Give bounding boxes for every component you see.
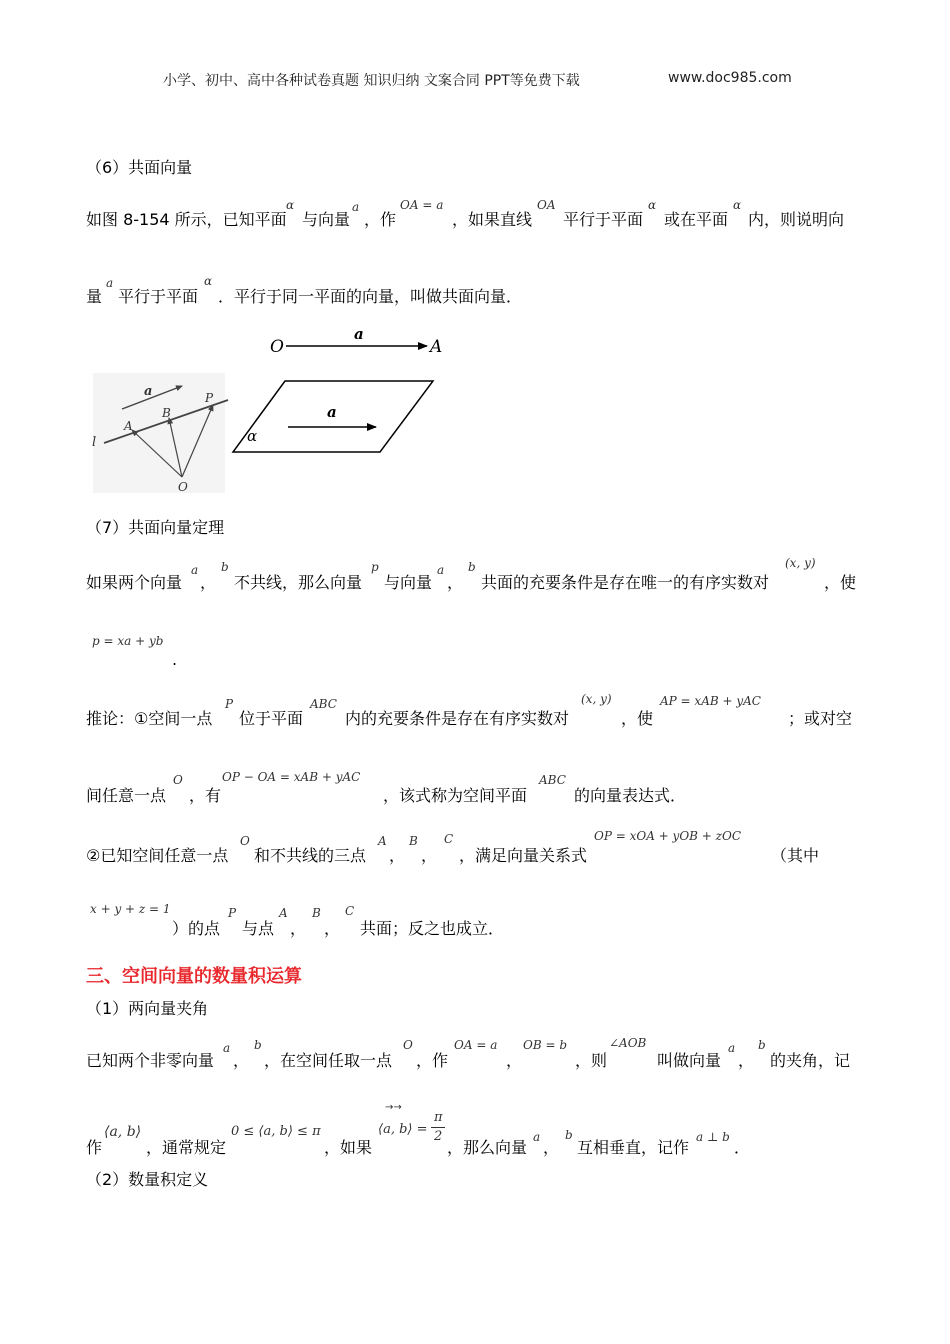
label-point-a: A (430, 337, 443, 357)
s7-line2-period: . (172, 650, 178, 669)
s6-line2-text-b: 平行于平面 (118, 287, 199, 306)
s6-line1-text-e: 平行于平面 (563, 210, 644, 229)
angle-line2-text-a: 作 (86, 1138, 103, 1157)
corollary2-text-c: ，满足向量关系式 (459, 846, 588, 865)
math-point-a: A (378, 834, 387, 848)
math-point-c: C (444, 832, 454, 846)
s6-line1-text-f: 或在平面 (664, 210, 729, 229)
math-angle-ab: ⟨a, b⟩ (104, 1124, 142, 1140)
angle-line1-comma: ， (738, 1051, 755, 1070)
section-7-title: （7）共面向量定理 (86, 518, 225, 537)
math-plane-abc: ABC (539, 773, 566, 787)
subsection-1-title: （1）两向量夹角 (86, 999, 209, 1018)
math-vector-a: a (728, 1041, 736, 1055)
math-point-c: C (345, 904, 355, 918)
math-pi: π (434, 1110, 443, 1125)
math-xy-pair: (x, y) (581, 692, 612, 706)
math-alpha: α (286, 198, 295, 212)
angle-line2-text-e: 互相垂直，记作 (577, 1138, 690, 1157)
math-perp-condition: ⟨a, b⟩ = (378, 1122, 428, 1137)
header-left-text: 小学、初中、高中各种试卷真题 知识归纳 文案合同 PPT等免费下载 (163, 73, 580, 89)
corollary1b-text-c: ，该式称为空间平面 (383, 786, 528, 805)
math-vector-a: a (191, 563, 199, 577)
label-A-small: A (124, 419, 133, 433)
s6-line1-text-g: 内，则说明向 (748, 210, 845, 229)
math-op-eq: OP = xOA + yOB + zOC (594, 829, 742, 843)
section-3-heading: 三、空间向量的数量积运算 (86, 966, 302, 987)
angle-line1-comma: ， (233, 1051, 250, 1070)
label-a-small: a (144, 384, 153, 399)
math-plane-abc: ABC (310, 697, 337, 711)
s7-line1-text-c: 与向量 (384, 573, 433, 592)
math-point-o: O (240, 834, 250, 848)
header-site-link[interactable]: www.doc985.com (668, 70, 792, 86)
corollary1-text-e: ；或对空 (788, 709, 853, 728)
corollary2b-text-b: 与点 (242, 919, 275, 938)
corollary2-comma: ， (389, 846, 406, 865)
corollary2b-text-c: 共面；反之也成立． (360, 919, 505, 938)
math-point-a: A (279, 906, 288, 920)
label-a-plane: a (327, 403, 337, 421)
label-P-small: P (205, 391, 214, 405)
corollary2b-text-a: ）的点 (172, 919, 221, 938)
math-vector-b: b (758, 1038, 766, 1052)
math-two: 2 (434, 1129, 443, 1144)
corollary1b-text-d: 的向量表达式． (574, 786, 687, 805)
math-point-p: P (225, 697, 234, 711)
angle-line1-text-e: 叫做向量 (657, 1051, 722, 1070)
math-vector-a: a (533, 1130, 541, 1144)
math-xy-pair: (x, y) (785, 556, 816, 570)
label-O-small: O (178, 480, 188, 494)
corollary2-comma: ， (421, 846, 438, 865)
angle-line2-text-b: ，通常规定 (146, 1138, 227, 1157)
s6-line2-text-a: 量 (86, 287, 103, 306)
math-vector-a: a (106, 276, 114, 290)
math-ob-eq-b: OB = b (523, 1038, 568, 1052)
math-point-p: P (228, 906, 237, 920)
corollary2-text-d: （其中 (771, 846, 820, 865)
section-6-title: （6）共面向量 (86, 158, 193, 177)
s7-line1-text-b: 不共线，那么向量 (234, 573, 363, 592)
math-alpha: α (648, 198, 657, 212)
corollary2b-comma: ， (290, 919, 307, 938)
math-vector-b: b (221, 560, 229, 574)
math-oa-eq-a: OA = a (400, 198, 444, 212)
s7-line1-comma: ， (200, 573, 217, 592)
corollary2b-comma: ， (324, 919, 341, 938)
math-vector-a: a (352, 200, 360, 214)
math-oa-eq-a: OA = a (454, 1038, 498, 1052)
angle-line2-period: ． (734, 1138, 751, 1157)
corollary1b-text-b: ，有 (189, 786, 222, 805)
math-vector-a: a (223, 1041, 231, 1055)
corollary2-text-b: 和不共线的三点 (254, 846, 367, 865)
corollary1-text-b: 位于平面 (239, 709, 304, 728)
s6-line1-text-b: 与向量 (302, 210, 351, 229)
math-oa: OA (537, 198, 556, 212)
angle-line1-text-d: ，则 (575, 1051, 608, 1070)
angle-line2-comma: ， (543, 1138, 560, 1157)
math-angle-range: 0 ≤ ⟨a, b⟩ ≤ π (231, 1124, 321, 1139)
coplanar-vector-figure (90, 325, 450, 497)
angle-line1-comma: ， (506, 1051, 523, 1070)
s6-line1-text-a: 如图 8-154 所示，已知平面 (86, 210, 287, 229)
math-ap-eq: AP = xAB + yAC (660, 694, 761, 708)
angle-line1-text-c: ，作 (416, 1051, 449, 1070)
label-a-vector: a (354, 325, 364, 343)
math-a-perp-b: a ⊥ b (696, 1130, 730, 1144)
math-op-oa-eq: OP − OA = xAB + yAC (222, 770, 361, 784)
s7-line1-text-e: ，使 (824, 573, 857, 592)
label-o: O (270, 337, 284, 357)
vector-overarrow-icon: →→ (385, 1102, 402, 1113)
s7-line1-comma: ， (447, 573, 464, 592)
angle-line2-text-c: ，如果 (324, 1138, 373, 1157)
s6-line1-text-c: ，作 (364, 210, 397, 229)
math-vector-b: b (468, 560, 476, 574)
angle-line1-text-b: ，在空间任取一点 (264, 1051, 393, 1070)
corollary1-text-a: 推论：①空间一点 (86, 709, 213, 728)
s6-line2-text-c: ．平行于同一平面的向量，叫做共面向量． (218, 287, 523, 306)
math-p-eq: p = xa + yb (92, 634, 164, 648)
corollary1b-text-a: 间任意一点 (86, 786, 167, 805)
subsection-2-title: （2）数量积定义 (86, 1170, 209, 1189)
corollary1-text-d: ，使 (621, 709, 654, 728)
math-angle-aob: ∠AOB (609, 1036, 647, 1050)
angle-line1-text-a: 已知两个非零向量 (86, 1051, 215, 1070)
s6-line1-text-d: ，如果直线 (452, 210, 533, 229)
math-point-o: O (173, 773, 183, 787)
label-B-small: B (162, 406, 171, 420)
label-l-small: l (92, 435, 97, 450)
corollary2-text-a: ②已知空间任意一点 (86, 846, 229, 865)
angle-line1-text-f: 的夹角，记 (770, 1051, 851, 1070)
math-point-b: B (409, 834, 418, 848)
math-point-o: O (403, 1038, 413, 1052)
math-alpha: α (204, 274, 213, 288)
math-alpha: α (733, 198, 742, 212)
math-vector-a: a (437, 563, 445, 577)
s7-line1-text-a: 如果两个向量 (86, 573, 183, 592)
math-vector-b: b (565, 1128, 573, 1142)
math-xyz-sum: x + y + z = 1 (90, 902, 171, 916)
s7-line1-text-d: 共面的充要条件是存在唯一的有序实数对 (481, 573, 770, 592)
math-vector-p: p (371, 560, 379, 574)
corollary1-text-c: 内的充要条件是存在有序实数对 (345, 709, 570, 728)
angle-line2-text-d: ，那么向量 (447, 1138, 528, 1157)
math-point-b: B (312, 906, 321, 920)
label-alpha-plane: α (247, 427, 258, 445)
math-vector-b: b (254, 1038, 262, 1052)
fraction-bar (431, 1127, 445, 1128)
